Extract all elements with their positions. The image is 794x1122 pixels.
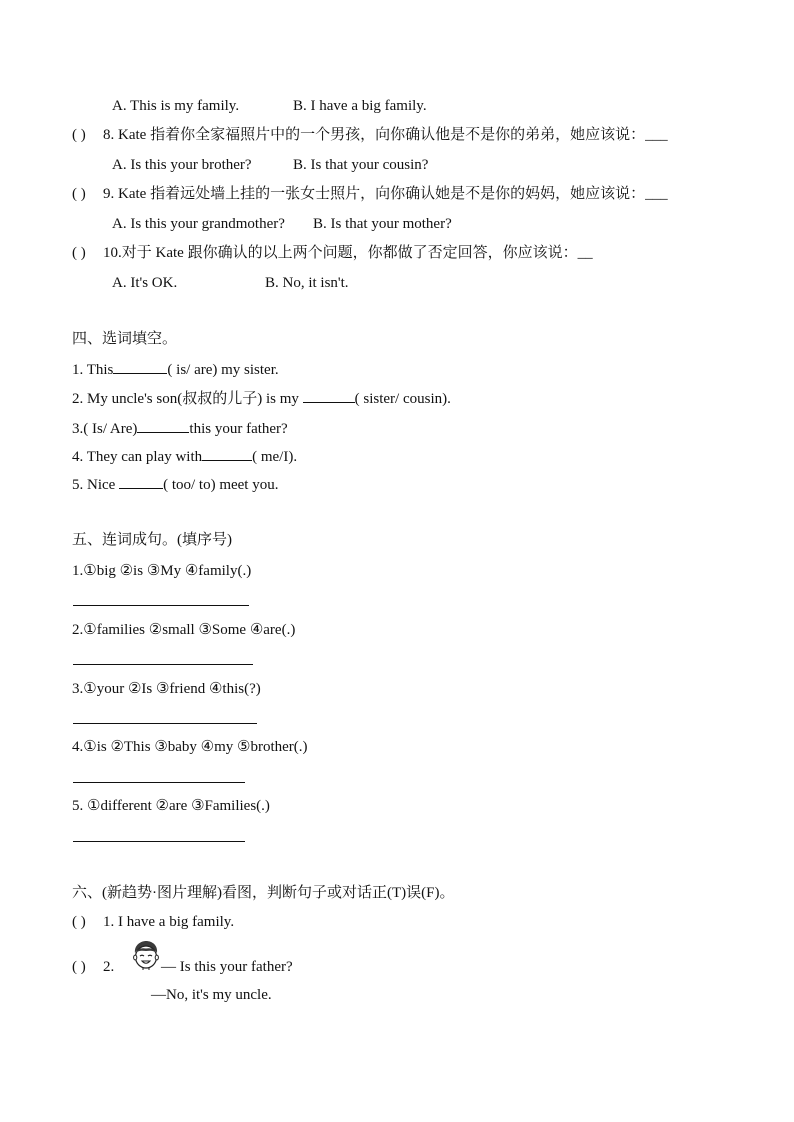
fill-blank-2[interactable] xyxy=(303,388,355,403)
q7-option-a: A. This is my family. xyxy=(112,98,240,114)
fill-item-4-post: ( me/I). xyxy=(252,449,298,465)
fill-item-3 xyxy=(72,418,288,439)
fill-item-5 xyxy=(72,474,278,495)
fill-blank-1[interactable] xyxy=(113,359,167,374)
reorder-item-5: 5. ①different ②are ③Families(.) xyxy=(72,798,270,814)
reorder-item-2: 2.①families ②small ③Some ④are(.) xyxy=(72,622,296,638)
fill-item-3-post: this your father? xyxy=(189,421,288,437)
tf-q1-text: 1. I have a big family. xyxy=(103,914,235,930)
reorder-answer-line-2[interactable] xyxy=(73,664,253,665)
q8-option-b: B. Is that your cousin? xyxy=(293,157,429,173)
q7-option-b: B. I have a big family. xyxy=(293,98,427,114)
tf-q2-dialog-line-2: —No, it's my uncle. xyxy=(151,987,272,1003)
fill-blank-3[interactable] xyxy=(137,418,189,433)
fill-item-5-pre: 5. Nice xyxy=(72,477,120,493)
tf-q2-answer-paren[interactable]: ( ) xyxy=(72,959,86,975)
fill-item-2-pre: 2. My uncle's son(叔叔的儿子) is my xyxy=(72,391,303,407)
reorder-answer-line-3[interactable] xyxy=(73,723,257,724)
fill-item-5-post: ( too/ to) meet you. xyxy=(163,477,279,493)
fill-blank-5[interactable] xyxy=(119,474,163,489)
tf-q2-number: 2. xyxy=(103,959,115,975)
fill-item-4 xyxy=(72,446,297,467)
tf-q1-answer-paren[interactable]: ( ) xyxy=(72,914,86,930)
reorder-item-1: 1.①big ②is ③My ④family(.) xyxy=(72,563,252,579)
section5-title: 五、连词成句。(填序号) xyxy=(72,532,232,548)
reorder-answer-line-4[interactable] xyxy=(73,782,245,783)
fill-item-1-pre: 1. This xyxy=(72,362,114,378)
q9-option-b: B. Is that your mother? xyxy=(313,216,452,232)
fill-item-2-post: ( sister/ cousin). xyxy=(354,391,451,407)
fill-item-2 xyxy=(72,388,451,409)
reorder-answer-line-1[interactable] xyxy=(73,605,249,606)
boy-face-icon xyxy=(131,940,161,970)
section4-title: 四、选词填空。 xyxy=(72,331,178,347)
q9-option-a: A. Is this your grandmother? xyxy=(112,216,285,232)
q10-question: 10.对于 Kate 跟你确认的以上两个问题，你都做了否定回答，你应该说：__ xyxy=(103,245,593,261)
q9-question: 9. Kate 指着远处墙上挂的一张女士照片，向你确认她是不是你的妈妈，她应该说：___ xyxy=(103,186,668,202)
q10-option-a: A. It's OK. xyxy=(112,275,178,291)
q9-answer-paren[interactable]: ( ) xyxy=(72,186,86,202)
q10-option-b: B. No, it isn't. xyxy=(265,275,349,291)
q10-answer-paren[interactable]: ( ) xyxy=(72,245,86,261)
q8-answer-paren[interactable]: ( ) xyxy=(72,127,86,143)
q8-option-a: A. Is this your brother? xyxy=(112,157,252,173)
section6-title: 六、(新趋势·图片理解)看图，判断句子或对话正(T)误(F)。 xyxy=(72,885,455,901)
reorder-item-3: 3.①your ②Is ③friend ④this(?) xyxy=(72,681,261,697)
fill-item-4-pre: 4. They can play with xyxy=(72,449,203,465)
fill-item-1-post: ( is/ are) my sister. xyxy=(167,362,279,378)
fill-item-3-pre: 3.( Is/ Are) xyxy=(72,421,138,437)
reorder-answer-line-5[interactable] xyxy=(73,841,245,842)
fill-item-1 xyxy=(72,359,279,380)
tf-q2-dialog-line-1: — Is this your father? xyxy=(161,959,293,975)
q8-question: 8. Kate 指着你全家福照片中的一个男孩，向你确认他是不是你的弟弟，她应该说：___ xyxy=(103,127,668,143)
fill-blank-4[interactable] xyxy=(202,446,252,461)
reorder-item-4: 4.①is ②This ③baby ④my ⑤brother(.) xyxy=(72,739,308,755)
